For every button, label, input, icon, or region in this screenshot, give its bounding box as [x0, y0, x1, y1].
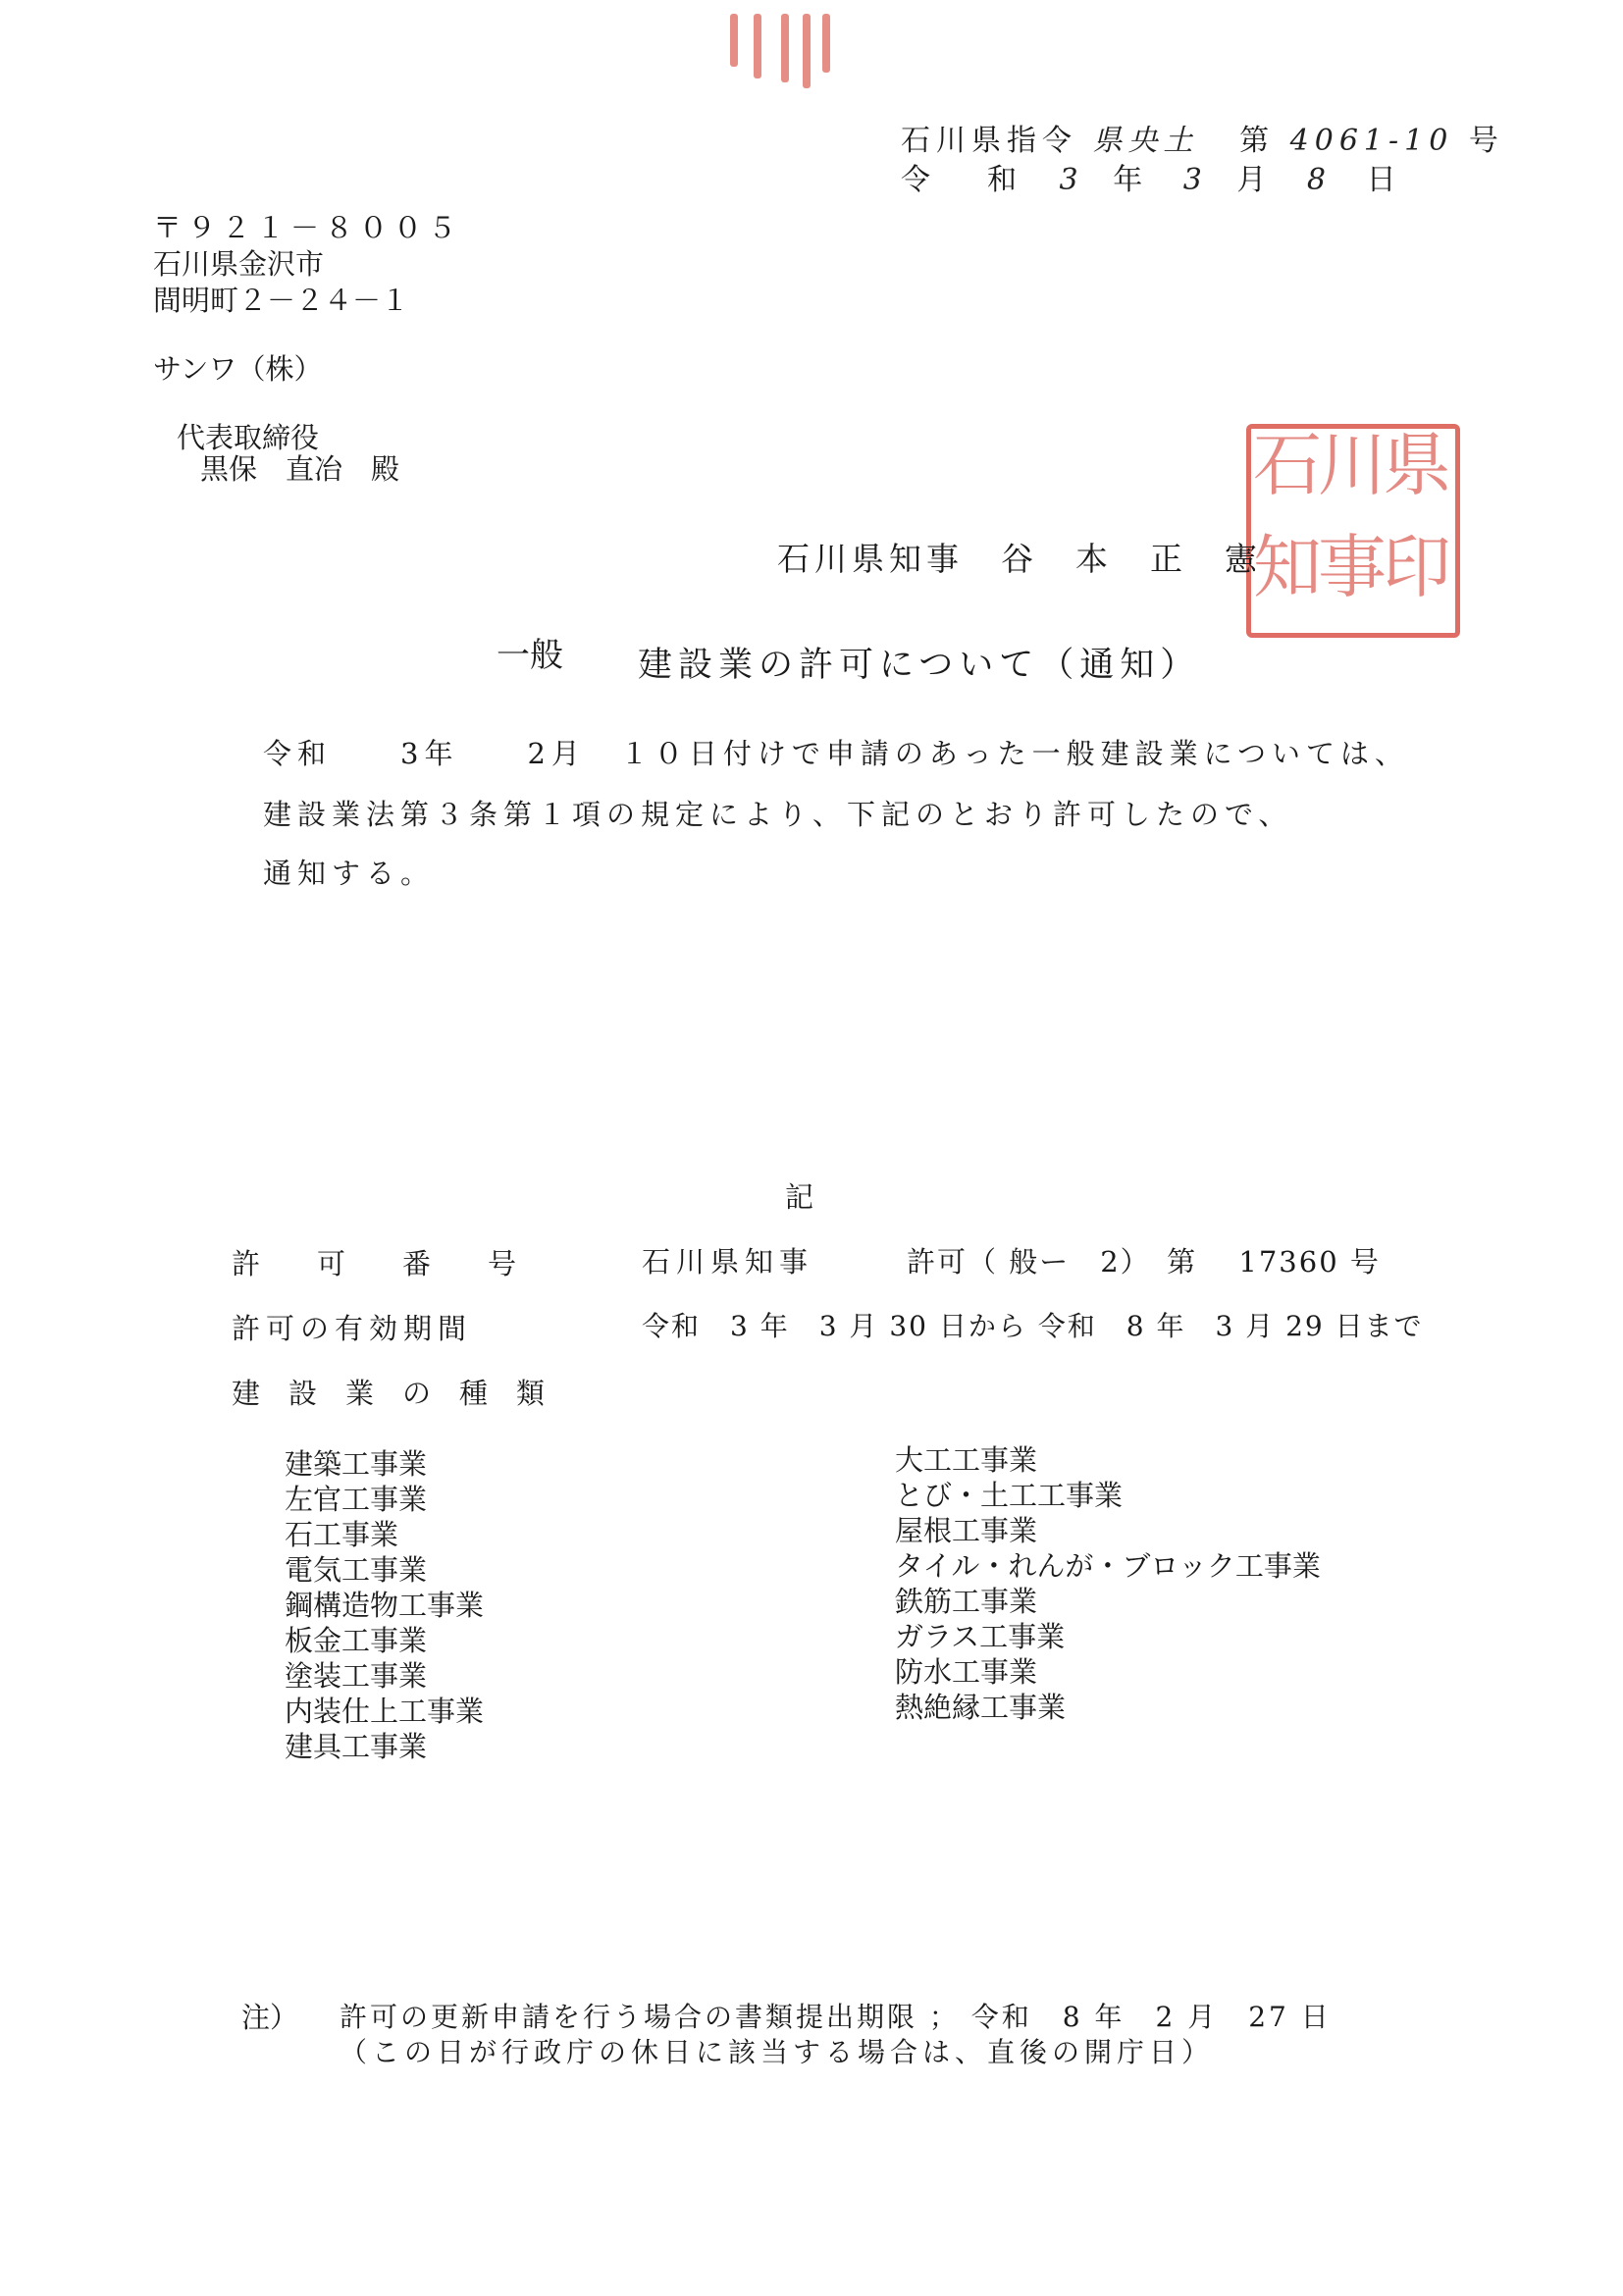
business-type-item: 熱絶縁工事業: [895, 1691, 1067, 1724]
body-line: 通知する。: [263, 857, 436, 890]
business-type-item: 石工事業: [285, 1518, 399, 1551]
body-line: 建設業法第３条第１項の規定により、下記のとおり許可したので、: [263, 798, 1293, 831]
recipient-address: [153, 210, 462, 319]
document-heading: 建設業の許可について（通知）: [638, 646, 1201, 685]
order-dept-handwritten: 県央土: [1092, 124, 1199, 158]
note-line-1: 許可の更新申請を行う場合の書類提出期限 ； 令和 8 年 2 月 27 日: [340, 2001, 1332, 2033]
permit-authority: 石川県知事: [642, 1245, 814, 1278]
business-type-item: タイル・れんが・ブロック工事業: [895, 1549, 1321, 1583]
order-number-handwritten: 4061-10: [1289, 124, 1454, 158]
recipient-street: 間明町２－２４－１: [153, 284, 410, 317]
body-line: 令和 3年 2月 １０日付けで申請のあった一般建設業については、: [263, 737, 1410, 770]
order-number: [901, 116, 1504, 159]
tick-mark: [730, 14, 738, 67]
ki-marker: 記: [785, 1180, 814, 1214]
business-type-item: とび・土工工事業: [895, 1479, 1124, 1512]
tick-mark: [822, 14, 830, 73]
issue-month: 3: [1182, 163, 1202, 197]
issue-date: [901, 155, 1396, 198]
issue-year: 3: [1059, 163, 1078, 197]
issuer-name: 石川県知事 谷 本 正 憲: [777, 540, 1262, 578]
business-type-item: 防水工事業: [895, 1655, 1038, 1689]
seal-char: 知: [1253, 527, 1322, 607]
seal-char: 県: [1383, 425, 1451, 505]
tick-mark: [754, 14, 761, 78]
validity-label: 許可の有効期間: [232, 1312, 473, 1345]
governor-seal: [1246, 424, 1460, 638]
business-type-item: 鋼構造物工事業: [285, 1589, 485, 1622]
seal-char: 事: [1318, 527, 1387, 607]
business-type-item: ガラス工事業: [895, 1620, 1066, 1653]
issue-month-label: 月: [1236, 163, 1267, 197]
seal-char: 川: [1318, 425, 1387, 505]
note-line-2: （この日が行政庁の休日に該当する場合は、直後の開庁日）: [340, 2036, 1215, 2068]
recipient-name: 黒保 直冶 殿: [200, 452, 400, 486]
business-type-item: 大工工事業: [895, 1443, 1038, 1477]
business-type-item: 電気工事業: [285, 1553, 428, 1587]
recipient-postal: 〒９２１－８００５: [153, 211, 463, 244]
tick-mark: [803, 14, 811, 88]
note-marker: 注）: [241, 2001, 299, 2034]
permit-number-value: 許可（ 般ー 2） 第 17360 号: [907, 1245, 1381, 1278]
business-type-item: 内装仕上工事業: [285, 1695, 485, 1728]
recipient-company: サンワ（株）: [153, 352, 323, 386]
order-dai: 第: [1239, 124, 1276, 158]
issue-day-label: 日: [1366, 163, 1396, 197]
order-prefix: 石川県指令: [901, 124, 1077, 158]
business-types-label: 建 設 業 の 種 類: [232, 1377, 546, 1410]
recipient-city: 石川県金沢市: [153, 247, 325, 281]
seal-char: 印: [1383, 527, 1451, 607]
business-type-item: 建具工事業: [285, 1730, 428, 1763]
issue-era: 令 和: [901, 163, 1030, 197]
issue-year-label: 年: [1113, 163, 1143, 197]
business-type-item: 板金工事業: [285, 1624, 428, 1657]
issue-day: 8: [1306, 163, 1327, 197]
validity-value: 令和 3 年 3 月 30 日から 令和 8 年 3 月 29 日まで: [642, 1310, 1424, 1342]
business-type-item: 建築工事業: [285, 1447, 428, 1481]
permit-number-label: 許 可 番 号: [232, 1247, 517, 1280]
business-type-item: 鉄筋工事業: [895, 1585, 1038, 1618]
business-type-item: 左官工事業: [285, 1483, 428, 1516]
business-types-right: [895, 1442, 1321, 1725]
order-go: 号: [1468, 124, 1504, 158]
business-type-item: 屋根工事業: [895, 1514, 1038, 1547]
heading-prefix: 一般: [497, 636, 563, 675]
business-types-left: [285, 1446, 484, 1764]
seal-char: 石: [1253, 425, 1322, 505]
tick-mark: [781, 14, 789, 82]
recipient-title: 代表取締役: [177, 421, 320, 454]
business-type-item: 塗装工事業: [285, 1659, 428, 1693]
